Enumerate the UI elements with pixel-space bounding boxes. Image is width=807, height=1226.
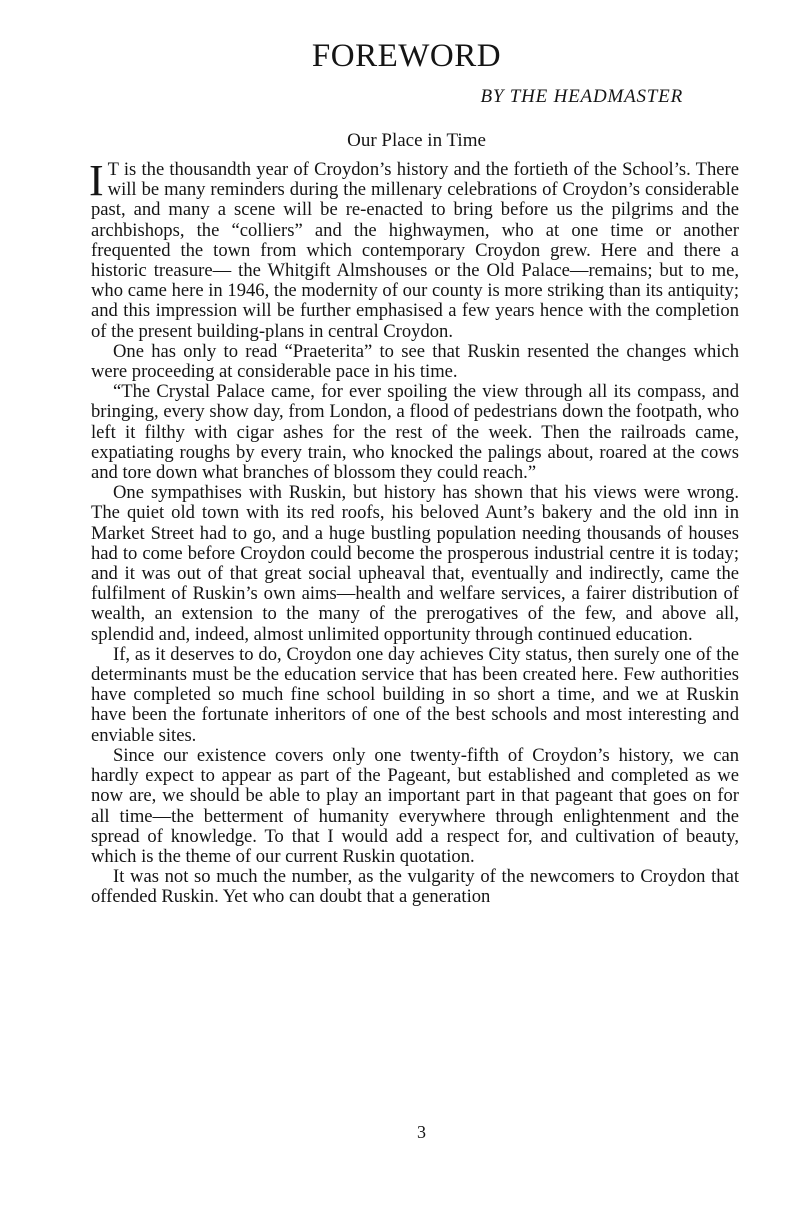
byline: BY THE HEADMASTER [480, 86, 683, 107]
page-title: FOREWORD [311, 38, 502, 74]
drop-cap: I [89, 156, 104, 205]
paragraph-1-text: T is the thousandth year of Croydon’s history and the fortieth of the School’s. There will be many reminders during the millenary celebrations of Croydon’s considerable past, and many a scene will be re-enacted to bring before us the pilgrims and the archbishops, the “colliers” and the highwaymen, who at one time or another frequented the town from which contemporary Croydon grew. Here and there a historic treasure— the Whitgift Almshouses or the Old Palace—remains; but to me, who came here in 1946, the modernity of our county is more striking than its antiquity; and this impression will be further emphasised a few years hence with the completion of the present building-plans in central Croydon. [91, 159, 739, 342]
paragraph-6: Since our existence covers only one twenty-fifth of Croydon’s history, we can hardly expect to appear as part of the Pageant, but established and completed as we now are, we should be able to play an important part in that pageant that goes on for all time—the betterment of humanity everywhere through enlightenment and the spread of knowledge. To that I would add a respect for, and cultivation of beauty, which is the theme of our current Ruskin quotation. [91, 744, 739, 867]
paragraph-7: It was not so much the number, as the vulgarity of the newcomers to Croydon that offended Ruskin. Yet who can doubt that a generation [91, 866, 739, 908]
body-text [89, 156, 739, 908]
paragraph-5: If, as it deserves to do, Croydon one day achieves City status, then surely one of the determinants must be the education service that has been created here. Few authorities have completed so much fine school building in so short a time, and we at Ruskin have been the fortunate inheritors of one of the best schools and most interesting and enviable sites. [91, 643, 739, 746]
paragraph-1 [89, 156, 739, 342]
section-subtitle: Our Place in Time [347, 130, 486, 151]
paragraph-3-quotation: “The Crystal Palace came, for ever spoiling the view through all its compass, and bringing, every show day, from London, a flood of pedestrians down the footpath, who left it filthy with cigar ashes for the rest of the week. Then the railroads came, expatiating roughs by every train, who knocked the palings about, roared at the cows and tore down what branches of blossom they could reach.” [91, 381, 739, 484]
paragraph-4: One sympathises with Ruskin, but history has shown that his views were wrong. The quiet old town with its red roofs, his beloved Aunt’s bakery and the old inn in Market Street had to go, and a huge bustling population needing thousands of houses had to come before Croydon could become the prosperous industrial centre it is today; and it was out of that great social upheaval that, eventually and indirectly, came the fulfilment of Ruskin’s own aims—health and welfare services, a fairer distribution of wealth, an extension to the many of the prerogatives of the few, and above all, splendid and, indeed, almost unlimited opportunity through continued education. [91, 482, 739, 645]
paragraph-2: One has only to read “Praeterita” to see that Ruskin resented the changes which were proceeding at considerable pace in his time. [91, 340, 739, 383]
page-number: 3 [417, 1122, 426, 1142]
